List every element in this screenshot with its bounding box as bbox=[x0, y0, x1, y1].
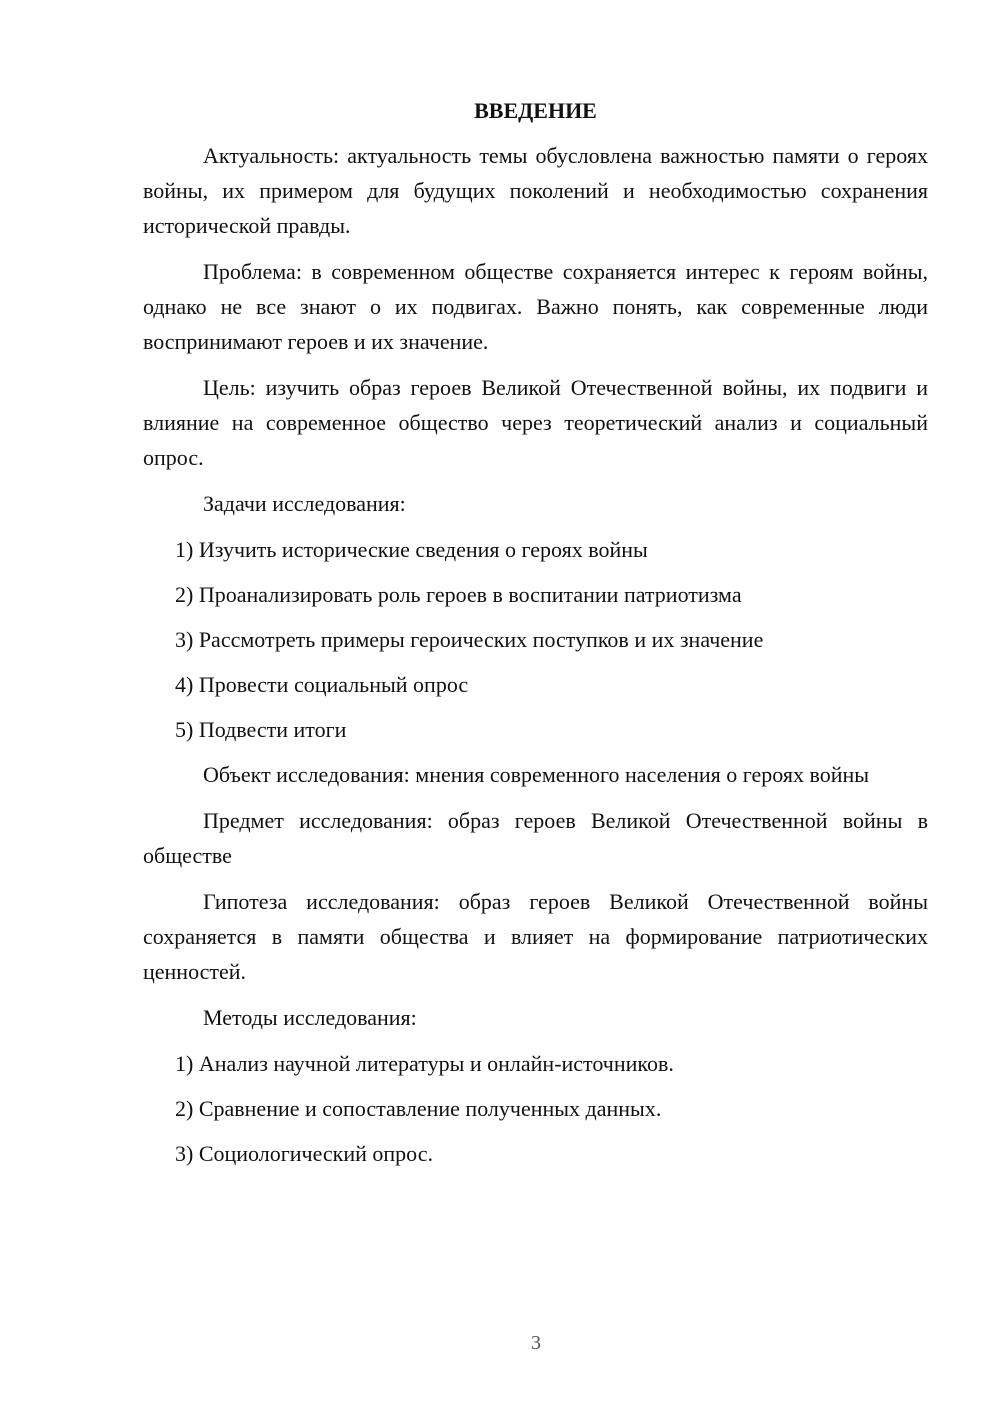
page-content bbox=[143, 93, 928, 1181]
subject-paragraph: Предмет исследования: образ героев Великой Отечественной войны в обществе bbox=[143, 808, 928, 868]
list-item-task-1: 1) Изучить исторические сведения о героях войны bbox=[175, 537, 648, 562]
list-item-method-1: 1) Анализ научной литературы и онлайн-источников. bbox=[175, 1051, 674, 1076]
problem-paragraph: Проблема: в современном обществе сохраняется интерес к героям войны, однако не все знают о их подвигах. Важно понять, как современные люди воспринимают героев и их значение. bbox=[143, 259, 928, 354]
list-item-task-3: 3) Рассмотреть примеры героических поступков и их значение bbox=[175, 627, 764, 652]
page-title: ВВЕДЕНИЕ bbox=[474, 98, 597, 123]
hypothesis-paragraph: Гипотеза исследования: образ героев Великой Отечественной войны сохраняется в памяти общества и влияет на формирование патриотических ценностей. bbox=[143, 889, 928, 984]
list-item-task-4: 4) Провести социальный опрос bbox=[175, 672, 469, 697]
goal-paragraph: Цель: изучить образ героев Великой Отечественной войны, их подвиги и влияние на современное общество через теоретический анализ и социальный опрос. bbox=[143, 375, 928, 470]
list-item-method-3: 3) Социологический опрос. bbox=[175, 1141, 433, 1166]
list-item-task-5: 5) Подвести итоги bbox=[175, 717, 347, 742]
object-paragraph: Объект исследования: мнения современного населения о героях войны bbox=[203, 762, 870, 787]
tasks-heading: Задачи исследования: bbox=[203, 491, 406, 516]
methods-heading: Методы исследования: bbox=[203, 1005, 417, 1030]
list-item-task-2: 2) Проанализировать роль героев в воспитании патриотизма bbox=[175, 582, 742, 607]
relevance-paragraph: Актуальность: актуальность темы обусловлена важностью памяти о героях войны, их примером для будущих поколений и необходимостью сохранения исторической правды. bbox=[143, 143, 928, 238]
page-number: 3 bbox=[531, 1332, 541, 1354]
list-item-method-2: 2) Сравнение и сопоставление полученных данных. bbox=[175, 1096, 662, 1121]
